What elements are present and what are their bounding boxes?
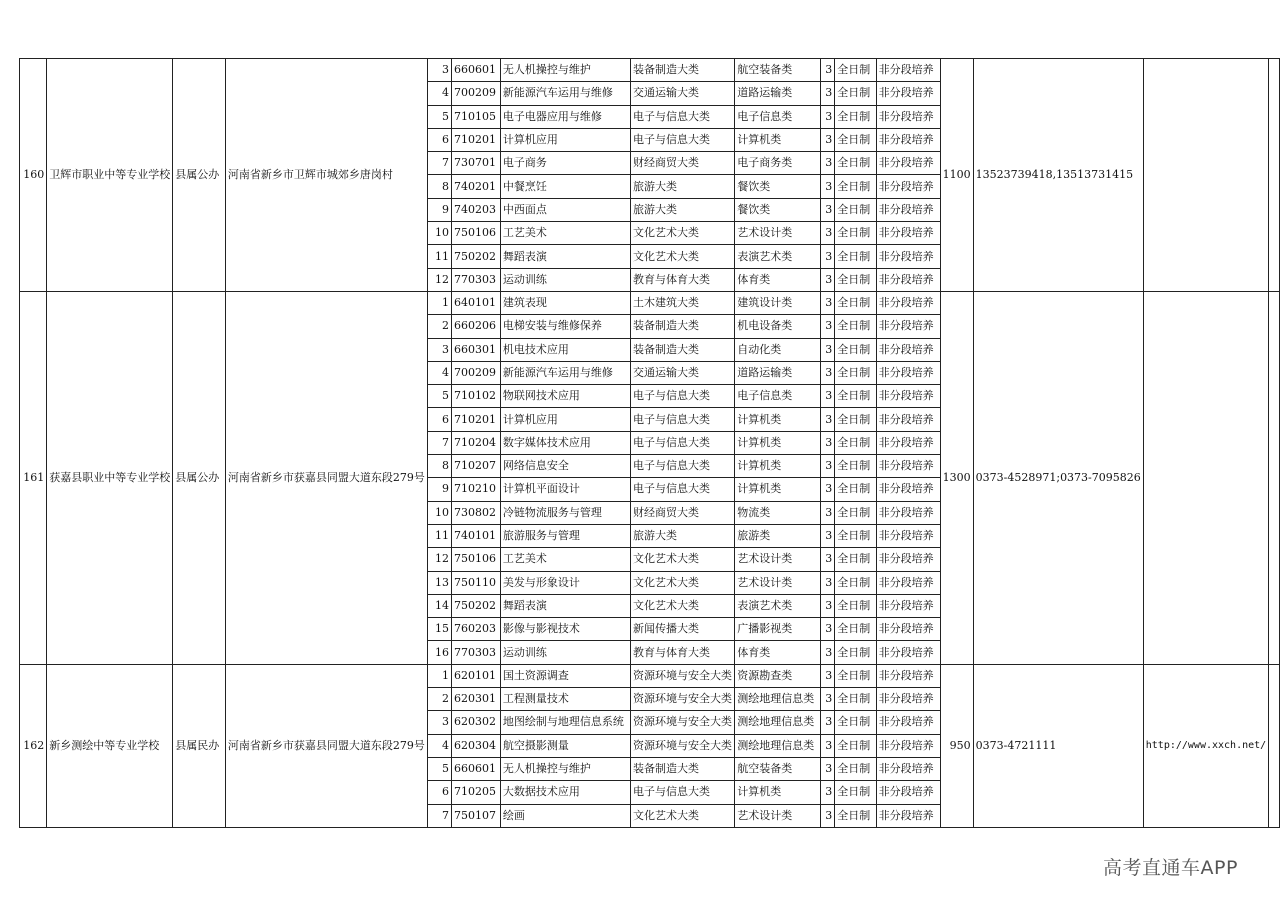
- study-mode: 全日制: [835, 291, 876, 314]
- major-name: 国土资源调查: [500, 664, 630, 687]
- school-type: 县属公办: [173, 291, 226, 664]
- training-type: 非分段培养: [876, 105, 940, 128]
- major-name: 电子电器应用与维修: [500, 105, 630, 128]
- major-index: 8: [427, 175, 451, 198]
- study-mode: 全日制: [835, 408, 876, 431]
- school-website: [1143, 291, 1268, 664]
- training-type: 非分段培养: [876, 291, 940, 314]
- major-name: 计算机应用: [500, 128, 630, 151]
- major-index: 11: [427, 245, 451, 268]
- training-type: 非分段培养: [876, 664, 940, 687]
- school-address: 河南省新乡市获嘉县同盟大道东段279号: [225, 291, 427, 664]
- study-mode: 全日制: [835, 501, 876, 524]
- study-mode: 全日制: [835, 688, 876, 711]
- training-type: 非分段培养: [876, 757, 940, 780]
- major-name: 冷链物流服务与管理: [500, 501, 630, 524]
- major-subcategory: 计算机类: [735, 455, 821, 478]
- major-category: 电子与信息大类: [630, 105, 734, 128]
- study-years: 3: [820, 548, 834, 571]
- major-index: 4: [427, 734, 451, 757]
- major-index: 7: [427, 152, 451, 175]
- major-subcategory: 机电设备类: [735, 315, 821, 338]
- study-years: 3: [820, 781, 834, 804]
- major-name: 工艺美术: [500, 548, 630, 571]
- major-code: 710210: [452, 478, 501, 501]
- major-index: 1: [427, 664, 451, 687]
- major-code: 640101: [452, 291, 501, 314]
- major-code: 710205: [452, 781, 501, 804]
- study-mode: 全日制: [835, 524, 876, 547]
- major-name: 航空摄影测量: [500, 734, 630, 757]
- major-subcategory: 测绘地理信息类: [735, 734, 821, 757]
- major-name: 数字媒体技术应用: [500, 431, 630, 454]
- enrollment-plan: 950: [940, 664, 973, 827]
- major-index: 5: [427, 757, 451, 780]
- study-mode: 全日制: [835, 245, 876, 268]
- study-years: 3: [820, 431, 834, 454]
- training-type: 非分段培养: [876, 59, 940, 82]
- major-subcategory: 餐饮类: [735, 175, 821, 198]
- training-type: 非分段培养: [876, 245, 940, 268]
- training-type: 非分段培养: [876, 478, 940, 501]
- study-years: 3: [820, 524, 834, 547]
- training-type: 非分段培养: [876, 594, 940, 617]
- major-index: 8: [427, 455, 451, 478]
- major-category: 装备制造大类: [630, 757, 734, 780]
- major-index: 12: [427, 548, 451, 571]
- major-category: 旅游大类: [630, 524, 734, 547]
- table-row: [20, 664, 1280, 687]
- study-mode: 全日制: [835, 268, 876, 291]
- major-category: 土木建筑大类: [630, 291, 734, 314]
- study-years: 3: [820, 198, 834, 221]
- major-name: 运动训练: [500, 641, 630, 664]
- major-code: 730701: [452, 152, 501, 175]
- training-type: 非分段培养: [876, 688, 940, 711]
- study-mode: 全日制: [835, 641, 876, 664]
- major-code: 740201: [452, 175, 501, 198]
- major-category: 文化艺术大类: [630, 222, 734, 245]
- major-name: 大数据技术应用: [500, 781, 630, 804]
- study-years: 3: [820, 59, 834, 82]
- study-years: 3: [820, 688, 834, 711]
- major-category: 财经商贸大类: [630, 501, 734, 524]
- major-subcategory: 道路运输类: [735, 82, 821, 105]
- study-years: 3: [820, 455, 834, 478]
- school-website: http://www.xxch.net/: [1143, 664, 1268, 827]
- contact-phone: 0373-4528971;0373-7095826: [973, 291, 1143, 664]
- training-type: 非分段培养: [876, 338, 940, 361]
- training-type: 非分段培养: [876, 361, 940, 384]
- major-subcategory: 体育类: [735, 641, 821, 664]
- study-mode: 全日制: [835, 338, 876, 361]
- major-code: 700209: [452, 82, 501, 105]
- enrollment-plan: 1100: [940, 59, 973, 292]
- study-mode: 全日制: [835, 198, 876, 221]
- major-name: 机电技术应用: [500, 338, 630, 361]
- major-category: 资源环境与安全大类: [630, 734, 734, 757]
- study-mode: 全日制: [835, 804, 876, 827]
- study-mode: 全日制: [835, 59, 876, 82]
- study-mode: 全日制: [835, 455, 876, 478]
- table-row: [20, 59, 1280, 82]
- major-subcategory: 艺术设计类: [735, 222, 821, 245]
- major-subcategory: 计算机类: [735, 408, 821, 431]
- training-type: 非分段培养: [876, 385, 940, 408]
- major-category: 旅游大类: [630, 175, 734, 198]
- study-mode: 全日制: [835, 781, 876, 804]
- major-name: 电子商务: [500, 152, 630, 175]
- major-code: 710204: [452, 431, 501, 454]
- contact-phone: 0373-4721111: [973, 664, 1143, 827]
- major-subcategory: 广播影视类: [735, 618, 821, 641]
- training-type: 非分段培养: [876, 455, 940, 478]
- major-index: 10: [427, 222, 451, 245]
- school-number: 160: [20, 59, 47, 292]
- major-name: 舞蹈表演: [500, 245, 630, 268]
- study-years: 3: [820, 82, 834, 105]
- study-mode: 全日制: [835, 82, 876, 105]
- major-index: 9: [427, 478, 451, 501]
- major-index: 2: [427, 315, 451, 338]
- study-mode: 全日制: [835, 152, 876, 175]
- major-subcategory: 计算机类: [735, 781, 821, 804]
- major-category: 交通运输大类: [630, 361, 734, 384]
- study-years: 3: [820, 757, 834, 780]
- training-type: 非分段培养: [876, 128, 940, 151]
- major-category: 教育与体育大类: [630, 268, 734, 291]
- study-mode: 全日制: [835, 222, 876, 245]
- major-name: 旅游服务与管理: [500, 524, 630, 547]
- training-type: 非分段培养: [876, 548, 940, 571]
- training-type: 非分段培养: [876, 618, 940, 641]
- major-name: 运动训练: [500, 268, 630, 291]
- study-mode: 全日制: [835, 361, 876, 384]
- major-name: 电梯安装与维修保养: [500, 315, 630, 338]
- training-type: 非分段培养: [876, 82, 940, 105]
- major-code: 620101: [452, 664, 501, 687]
- major-name: 影像与影视技术: [500, 618, 630, 641]
- major-subcategory: 自动化类: [735, 338, 821, 361]
- school-type: 县属民办: [173, 664, 226, 827]
- major-category: 电子与信息大类: [630, 431, 734, 454]
- study-mode: 全日制: [835, 757, 876, 780]
- major-category: 电子与信息大类: [630, 781, 734, 804]
- major-subcategory: 计算机类: [735, 128, 821, 151]
- study-mode: 全日制: [835, 594, 876, 617]
- major-category: 电子与信息大类: [630, 455, 734, 478]
- watermark-text: 高考直通车APP: [1103, 857, 1238, 879]
- major-category: 文化艺术大类: [630, 571, 734, 594]
- major-subcategory: 表演艺术类: [735, 245, 821, 268]
- study-years: 3: [820, 315, 834, 338]
- major-subcategory: 体育类: [735, 268, 821, 291]
- major-name: 中餐烹饪: [500, 175, 630, 198]
- major-index: 10: [427, 501, 451, 524]
- major-index: 3: [427, 338, 451, 361]
- training-type: 非分段培养: [876, 198, 940, 221]
- major-name: 物联网技术应用: [500, 385, 630, 408]
- study-mode: 全日制: [835, 128, 876, 151]
- major-category: 文化艺术大类: [630, 548, 734, 571]
- major-name: 新能源汽车运用与维修: [500, 361, 630, 384]
- major-code: 750106: [452, 548, 501, 571]
- major-index: 4: [427, 361, 451, 384]
- enrollment-plan: 1300: [940, 291, 973, 664]
- remark-cell: [1269, 59, 1280, 292]
- training-type: 非分段培养: [876, 524, 940, 547]
- study-mode: 全日制: [835, 105, 876, 128]
- study-years: 3: [820, 105, 834, 128]
- major-code: 710201: [452, 408, 501, 431]
- study-mode: 全日制: [835, 571, 876, 594]
- major-index: 14: [427, 594, 451, 617]
- major-index: 2: [427, 688, 451, 711]
- major-code: 750202: [452, 594, 501, 617]
- study-years: 3: [820, 618, 834, 641]
- school-address: 河南省新乡市卫辉市城郊乡唐岗村: [225, 59, 427, 292]
- school-name: 新乡测绘中等专业学校: [47, 664, 173, 827]
- study-years: 3: [820, 268, 834, 291]
- major-subcategory: 航空装备类: [735, 757, 821, 780]
- major-subcategory: 旅游类: [735, 524, 821, 547]
- major-index: 5: [427, 105, 451, 128]
- major-category: 交通运输大类: [630, 82, 734, 105]
- major-code: 700209: [452, 361, 501, 384]
- study-years: 3: [820, 338, 834, 361]
- major-subcategory: 资源勘查类: [735, 664, 821, 687]
- major-code: 710105: [452, 105, 501, 128]
- study-mode: 全日制: [835, 315, 876, 338]
- major-category: 装备制造大类: [630, 338, 734, 361]
- major-index: 12: [427, 268, 451, 291]
- major-index: 13: [427, 571, 451, 594]
- major-name: 地图绘制与地理信息系统: [500, 711, 630, 734]
- study-years: 3: [820, 804, 834, 827]
- major-index: 1: [427, 291, 451, 314]
- major-index: 7: [427, 431, 451, 454]
- table-body: [20, 59, 1280, 828]
- major-subcategory: 电子信息类: [735, 105, 821, 128]
- major-subcategory: 表演艺术类: [735, 594, 821, 617]
- school-name: 获嘉县职业中等专业学校: [47, 291, 173, 664]
- major-name: 中西面点: [500, 198, 630, 221]
- training-type: 非分段培养: [876, 711, 940, 734]
- major-subcategory: 测绘地理信息类: [735, 688, 821, 711]
- major-code: 620302: [452, 711, 501, 734]
- training-type: 非分段培养: [876, 804, 940, 827]
- major-subcategory: 物流类: [735, 501, 821, 524]
- major-subcategory: 艺术设计类: [735, 804, 821, 827]
- study-years: 3: [820, 245, 834, 268]
- major-code: 740101: [452, 524, 501, 547]
- major-name: 美发与形象设计: [500, 571, 630, 594]
- major-index: 11: [427, 524, 451, 547]
- major-index: 3: [427, 711, 451, 734]
- study-years: 3: [820, 734, 834, 757]
- major-category: 资源环境与安全大类: [630, 711, 734, 734]
- remark-cell: [1269, 291, 1280, 664]
- major-code: 770303: [452, 268, 501, 291]
- major-category: 资源环境与安全大类: [630, 664, 734, 687]
- study-years: 3: [820, 478, 834, 501]
- major-name: 工艺美术: [500, 222, 630, 245]
- study-mode: 全日制: [835, 711, 876, 734]
- school-type: 县属公办: [173, 59, 226, 292]
- study-years: 3: [820, 571, 834, 594]
- major-index: 9: [427, 198, 451, 221]
- major-category: 财经商贸大类: [630, 152, 734, 175]
- major-code: 660601: [452, 59, 501, 82]
- major-category: 资源环境与安全大类: [630, 688, 734, 711]
- major-code: 750110: [452, 571, 501, 594]
- major-category: 文化艺术大类: [630, 804, 734, 827]
- study-mode: 全日制: [835, 175, 876, 198]
- major-code: 710207: [452, 455, 501, 478]
- major-subcategory: 计算机类: [735, 431, 821, 454]
- major-subcategory: 电子信息类: [735, 385, 821, 408]
- major-subcategory: 航空装备类: [735, 59, 821, 82]
- major-category: 文化艺术大类: [630, 245, 734, 268]
- study-years: 3: [820, 594, 834, 617]
- study-mode: 全日制: [835, 664, 876, 687]
- study-mode: 全日制: [835, 548, 876, 571]
- major-code: 760203: [452, 618, 501, 641]
- study-years: 3: [820, 664, 834, 687]
- study-years: 3: [820, 385, 834, 408]
- major-name: 绘画: [500, 804, 630, 827]
- major-index: 6: [427, 781, 451, 804]
- school-majors-table: [19, 58, 1280, 828]
- major-category: 文化艺术大类: [630, 594, 734, 617]
- training-type: 非分段培养: [876, 152, 940, 175]
- major-name: 计算机应用: [500, 408, 630, 431]
- major-name: 建筑表现: [500, 291, 630, 314]
- study-mode: 全日制: [835, 478, 876, 501]
- school-name: 卫辉市职业中等专业学校: [47, 59, 173, 292]
- school-website: [1143, 59, 1268, 292]
- major-code: 660301: [452, 338, 501, 361]
- training-type: 非分段培养: [876, 571, 940, 594]
- major-code: 730802: [452, 501, 501, 524]
- study-years: 3: [820, 128, 834, 151]
- major-subcategory: 餐饮类: [735, 198, 821, 221]
- major-name: 舞蹈表演: [500, 594, 630, 617]
- major-name: 新能源汽车运用与维修: [500, 82, 630, 105]
- contact-phone: 13523739418,13513731415: [973, 59, 1143, 292]
- major-category: 电子与信息大类: [630, 128, 734, 151]
- study-years: 3: [820, 711, 834, 734]
- training-type: 非分段培养: [876, 222, 940, 245]
- major-category: 电子与信息大类: [630, 478, 734, 501]
- major-index: 4: [427, 82, 451, 105]
- study-years: 3: [820, 501, 834, 524]
- major-index: 7: [427, 804, 451, 827]
- study-years: 3: [820, 175, 834, 198]
- major-code: 750202: [452, 245, 501, 268]
- table-row: [20, 291, 1280, 314]
- major-index: 5: [427, 385, 451, 408]
- major-subcategory: 计算机类: [735, 478, 821, 501]
- major-index: 15: [427, 618, 451, 641]
- major-code: 740203: [452, 198, 501, 221]
- major-category: 电子与信息大类: [630, 385, 734, 408]
- study-years: 3: [820, 291, 834, 314]
- training-type: 非分段培养: [876, 175, 940, 198]
- major-subcategory: 艺术设计类: [735, 548, 821, 571]
- major-name: 无人机操控与维护: [500, 59, 630, 82]
- study-years: 3: [820, 361, 834, 384]
- major-category: 电子与信息大类: [630, 408, 734, 431]
- school-number: 161: [20, 291, 47, 664]
- major-name: 工程测量技术: [500, 688, 630, 711]
- study-mode: 全日制: [835, 618, 876, 641]
- study-mode: 全日制: [835, 734, 876, 757]
- major-code: 620304: [452, 734, 501, 757]
- training-type: 非分段培养: [876, 315, 940, 338]
- training-type: 非分段培养: [876, 501, 940, 524]
- major-index: 6: [427, 408, 451, 431]
- major-category: 新闻传播大类: [630, 618, 734, 641]
- major-code: 710102: [452, 385, 501, 408]
- major-code: 750107: [452, 804, 501, 827]
- major-subcategory: 道路运输类: [735, 361, 821, 384]
- major-code: 660206: [452, 315, 501, 338]
- major-category: 教育与体育大类: [630, 641, 734, 664]
- study-years: 3: [820, 152, 834, 175]
- major-category: 旅游大类: [630, 198, 734, 221]
- study-years: 3: [820, 222, 834, 245]
- major-subcategory: 测绘地理信息类: [735, 711, 821, 734]
- training-type: 非分段培养: [876, 431, 940, 454]
- major-code: 770303: [452, 641, 501, 664]
- major-code: 660601: [452, 757, 501, 780]
- major-subcategory: 艺术设计类: [735, 571, 821, 594]
- training-type: 非分段培养: [876, 781, 940, 804]
- study-years: 3: [820, 408, 834, 431]
- school-number: 162: [20, 664, 47, 827]
- major-name: 无人机操控与维护: [500, 757, 630, 780]
- major-name: 计算机平面设计: [500, 478, 630, 501]
- training-type: 非分段培养: [876, 641, 940, 664]
- major-code: 750106: [452, 222, 501, 245]
- major-code: 620301: [452, 688, 501, 711]
- major-subcategory: 电子商务类: [735, 152, 821, 175]
- training-type: 非分段培养: [876, 734, 940, 757]
- major-name: 网络信息安全: [500, 455, 630, 478]
- study-mode: 全日制: [835, 431, 876, 454]
- major-index: 16: [427, 641, 451, 664]
- major-index: 6: [427, 128, 451, 151]
- major-category: 装备制造大类: [630, 59, 734, 82]
- remark-cell: [1269, 664, 1280, 827]
- training-type: 非分段培养: [876, 408, 940, 431]
- school-address: 河南省新乡市获嘉县同盟大道东段279号: [225, 664, 427, 827]
- major-code: 710201: [452, 128, 501, 151]
- training-type: 非分段培养: [876, 268, 940, 291]
- major-index: 3: [427, 59, 451, 82]
- major-category: 装备制造大类: [630, 315, 734, 338]
- study-years: 3: [820, 641, 834, 664]
- study-mode: 全日制: [835, 385, 876, 408]
- major-subcategory: 建筑设计类: [735, 291, 821, 314]
